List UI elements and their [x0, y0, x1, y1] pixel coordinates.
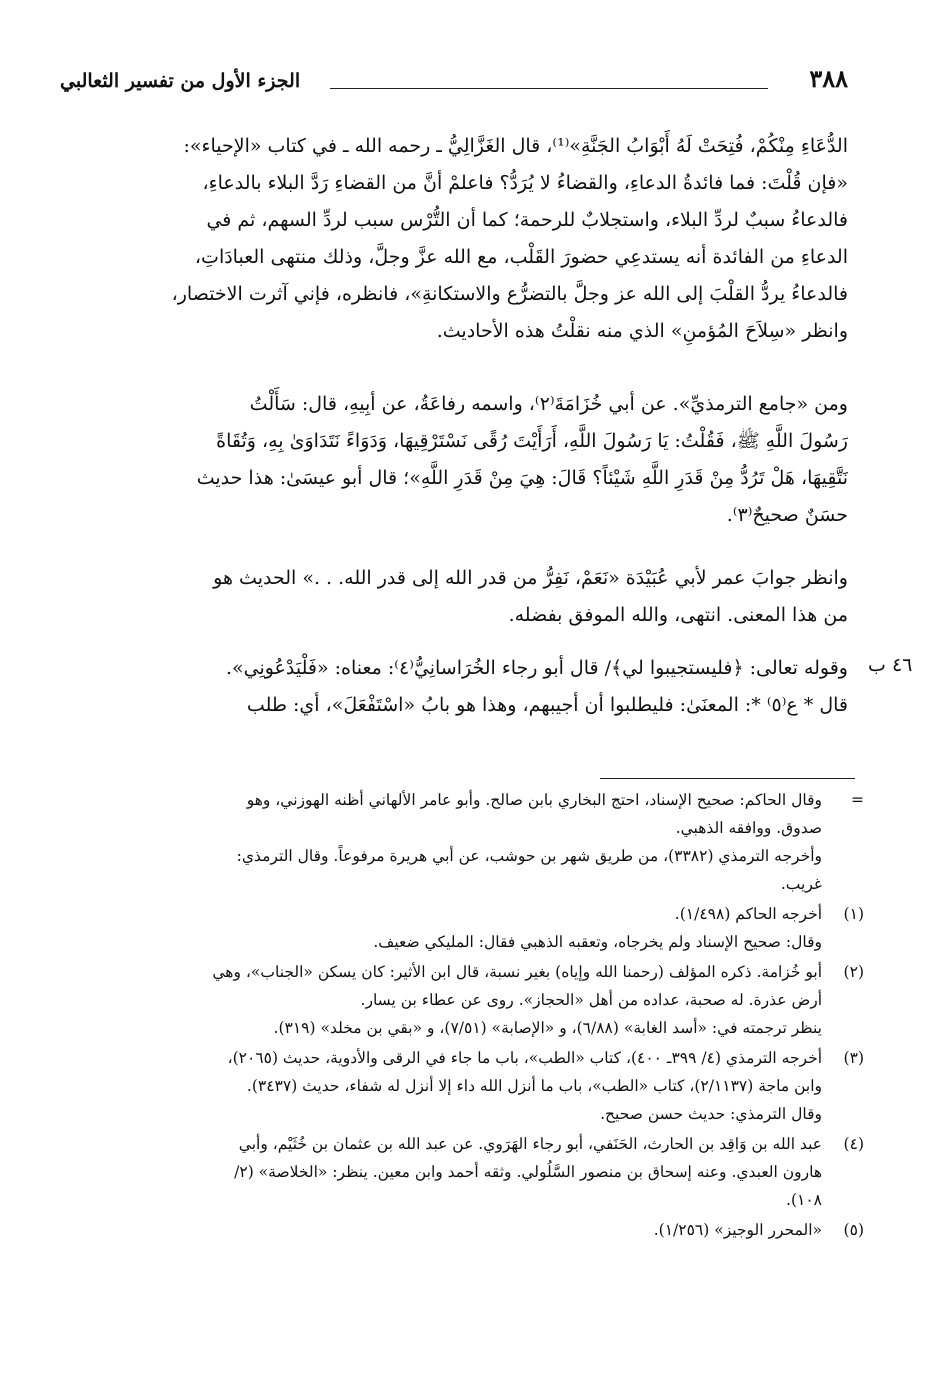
footnote-line: وقال: صحيح الإسناد ولم يخرجاه، وتعقبه الذهبي فقال: المليكي ضعيف. [373, 933, 822, 951]
paragraph-4 [60, 650, 848, 724]
text-line: وقوله تعالى: ﴿فليستجيبوا لي﴾/ قال أبو رجاء الخُرَاسانِيُّ⁽٤⁾: معناه: «فَلْيَدْعُونِي». [225, 657, 848, 679]
text-line: رَسُولَ اللَّهِ ﷺ، فَقُلْتُ: يَا رَسُولَ اللَّهِ، أَرَأَيْتَ رُقًى نَسْتَرْقِيهَا، وَدَوَاءً نَتَدَاوَىٰ بِهِ، وَتُقَاةً [216, 430, 848, 452]
footnote-marker: = [851, 791, 864, 809]
footnote-line: ينظر ترجمته في: «أسد الغابة» (٦/٨٨)، و «الإصابة» (٧/٥١)، و «بقي بن مخلد» (٣١٩). [273, 1019, 822, 1037]
text-line: الدُّعَاءِ مِنْكُمْ، فُتِحَتْ لَهُ أَبْوَابُ الجَنَّةِ»⁽¹⁾، قال الغَزَّالِيُّ ـ رحمه الله ـ في كتاب «الإحياء»: [183, 135, 848, 157]
text-line: وانظر جوابَ عمر لأبي عُبَيْدَة «نَعَمْ، نَفِرُّ من قدر الله إلى قدر الله. . .» الحديث هو [213, 567, 848, 589]
footnote-line: وقال الحاكم: صحيح الإسناد، احتج البخاري بابن صالح. وأبو عامر الألهاني أظنه الهوزني، وهو [246, 791, 822, 809]
footnote-number: (٥) [843, 1221, 864, 1239]
footnote-line: أبو خُزامة. ذكره المؤلف (رحمنا الله وإياه) بغير نسبة، قال ابن الأثير: كان يسكن «الجناب»، وهي [212, 963, 822, 981]
page-number: ٣٨٨ [809, 64, 848, 93]
text-line: وانظر «سِلاَحَ المُؤمنِ» الذي منه نقلْتُ هذه الأحاديث. [436, 320, 848, 342]
footnote-3 [92, 1044, 864, 1128]
footnote-number: (٤) [843, 1135, 864, 1153]
footnote-1 [92, 900, 864, 956]
footnote-5 [92, 1216, 864, 1244]
footnote-continuation [92, 786, 864, 898]
running-title: الجزء الأول من تفسير الثعالبي [60, 70, 301, 92]
text-line: «فإن قُلْتَ: فما فائدةُ الدعاءِ، والقضاءُ لا يُرَدُّ؟ فاعلمْ أنَّ من القضاءِ رَدَّ البلاء بالدعاءِ، [202, 172, 848, 194]
footnote-number: (٣) [843, 1049, 864, 1067]
footnote-line: غريب. [780, 875, 822, 893]
footnote-line: وقال الترمذي: حديث حسن صحيح. [600, 1105, 822, 1123]
footnote-number: (٢) [843, 963, 864, 981]
paragraph-1 [60, 128, 848, 350]
text-line: حسَنٌ صحيحٌ⁽٣⁾. [726, 504, 848, 526]
footnote-line: أخرجه الترمذي (٤/ ٣٩٩ـ ٤٠٠)، كتاب «الطب»، باب ما جاء في الرقى والأدوية، حديث (٢٠٦٥)، [227, 1049, 822, 1067]
text-line: قال * ع⁽٥⁾ *: المعنَىٰ: فليطلبوا أن أجيبهم، وهذا هو بابُ «اسْتَفْعَلَ»، أي: طلب [246, 694, 848, 716]
header-rule [330, 88, 768, 89]
footnote-line: وابن ماجة (٢/١١٣٧)، كتاب «الطب»، باب ما أنزل الله داء إلا أنزل له شفاء، حديث (٣٤٣٧). [246, 1077, 822, 1095]
footnote-line: أخرجه الحاكم (١/٤٩٨). [674, 905, 822, 923]
footnote-separator [600, 778, 855, 779]
footnote-4 [92, 1130, 864, 1214]
text-line: نَتَّقِيهَا، هَلْ تَرُدُّ مِنْ قَدَرِ اللَّهِ شَيْئاً؟ قَالَ: هِيَ مِنْ قَدَرِ اللَّهِ»؛ قال أبو عيسَىٰ: هذا حديث [196, 467, 848, 489]
text-line: فالدعاءُ سببٌ لردِّ البلاء، واستجلابٌ للرحمة؛ كما أن التُّرْس سبب لردِّ السهم، ثم في [206, 209, 848, 231]
text-line: فالدعاءُ يردُّ القلْبَ إلى الله عز وجلَّ بالتضرُّع والاستكانةِ»، فانظره، فإني آثرت الاختصار، [171, 283, 848, 305]
page-header [60, 64, 848, 104]
footnote-line: وأخرجه الترمذي (٣٣٨٢)، من طريق شهر بن حوشب، عن أبي هريرة مرفوعاً. وقال الترمذي: [236, 847, 822, 865]
footnote-2 [92, 958, 864, 1042]
footnote-line: صدوق. ووافقه الذهبي. [675, 819, 822, 837]
footnote-number: (١) [843, 905, 864, 923]
text-line: من هذا المعنى. انتهى، والله الموفق بفضله. [508, 604, 848, 626]
footnotes [92, 786, 864, 1246]
margin-folio-note: ٤٦ ب [868, 654, 913, 676]
text-line: الدعاءِ من الفائدة أنه يستدعِي حضورَ القَلْب، مع الله عزَّ وجلَّ، وذلك منتهى العبادَاتِ، [194, 246, 848, 268]
paragraph-2 [60, 386, 848, 534]
text-line: ومن «جامع الترمذيِّ». عن أبي خُزَامَةَ⁽٢⁾، واسمه رفاعَةُ، عن أبِيهِ، قال: سَأَلْتُ [249, 393, 848, 415]
paragraph-3 [60, 560, 848, 634]
footnote-line: ١٠٨). [786, 1191, 822, 1209]
footnote-line: «المحرر الوجيز» (١/٢٥٦). [653, 1221, 822, 1239]
footnote-line: هارون العبدي. وعنه إسحاق بن منصور السَّلُولي. وثقه أحمد وابن معين. ينظر: «الخلاصة» (٢/ [234, 1163, 822, 1181]
footnote-line: أرض عذرة. له صحبة، عداده من أهل «الحجاز». روى عن عطاء بن يسار. [360, 991, 822, 1009]
footnote-line: عبد الله بن وَاقِد بن الحارث، الحَنَفي، أبو رجاء الهَرَوي. عن عبد الله بن عثمان بن خُثَيْم، وأبي [238, 1135, 822, 1153]
